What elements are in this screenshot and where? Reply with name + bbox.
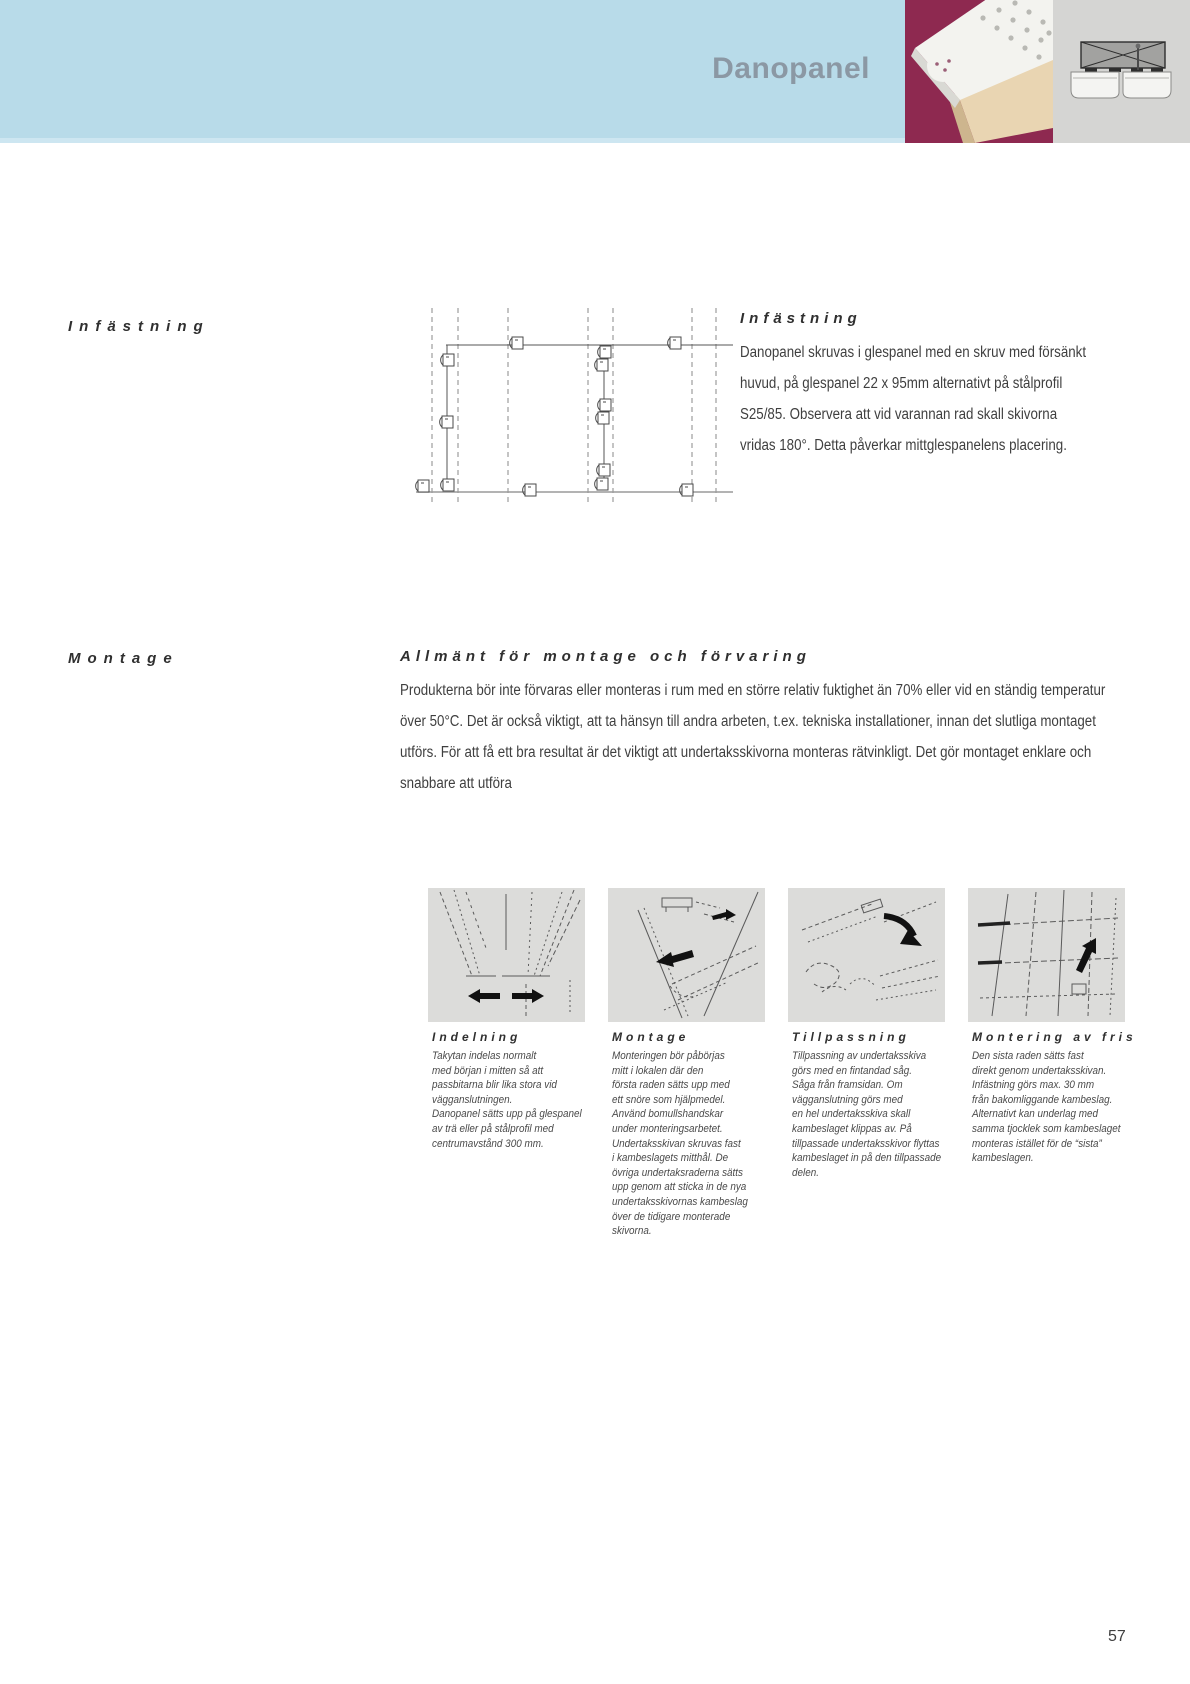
montage-heading: Allmänt för montage och förvaring [400,648,811,665]
figure-title: Montering av fris [972,1030,1137,1044]
figure-caption-text [972,1049,1125,1166]
text-line: upp genom att sticka in de nya [612,1181,747,1194]
infastning-text-column [740,310,1140,461]
section-label-infastning: Infästning [68,318,210,335]
figure-caption-tillpassning [792,1030,962,1180]
montage-paragraph [400,675,1106,799]
figure-caption-text [432,1049,585,1151]
text-line: kambeslaget in på den tillpassade [792,1152,942,1165]
text-line: kambeslaget klippas av. På [792,1122,912,1135]
fastening-diagram [398,288,733,510]
figure-box-indelning [428,888,585,1022]
header-photo-block [905,0,1053,143]
figure-caption-text [792,1049,945,1180]
text-line: en hel undertaksskiva skall [792,1108,911,1121]
figure-box-tillpassning [788,888,945,1022]
panel-mounting-sketch [608,888,765,1022]
text-line: Såga från framsidan. Om [792,1079,903,1092]
infastning-heading: Infästning [740,310,862,327]
text-line: Använd bomullshandskar [612,1108,724,1121]
text-line: delen. [792,1166,819,1179]
page-title: Danopanel [712,52,870,85]
header-blue-band [0,0,905,143]
text-line: under monteringsarbetet. [612,1122,723,1135]
figure-caption-indelning [432,1030,602,1151]
infastning-paragraph [740,337,1087,461]
text-line: huvud, på glespanel 22 x 95mm alternativt på stålprofil [740,375,1063,392]
text-line: ett snöre som hjälpmedel. [612,1093,726,1106]
text-line: samma tjocklek som kambeslaget [972,1122,1121,1135]
text-line: tillpassade undertaksskivor flyttas [792,1137,940,1150]
text-line: med början i mitten så att [432,1064,544,1077]
page-header [0,0,1190,143]
text-line: Danopanel sätts upp på glespanel [432,1108,582,1121]
text-line: Undertaksskivan skruvas fast [612,1137,741,1150]
section-label-montage: Montage [68,650,179,667]
text-line: mitt i lokalen där den [612,1064,704,1077]
fastening-plan-drawing [398,288,733,510]
text-line: monteras istället för de “sista” [972,1137,1102,1150]
text-line: över 50°C. Det är också viktigt, att ta hänsyn till andra arbeten, t.ex. tekniska installationer, innan det slutliga montaget [400,713,1096,730]
figure-title: Indelning [432,1030,522,1044]
text-line: Danopanel skruvas i glespanel med en skruv med försänkt [740,344,1087,361]
text-line: Monteringen bör påbörjas [612,1050,725,1062]
text-line: görs med en fintandad såg. [792,1064,912,1077]
text-line: vägganslutning görs med [792,1093,903,1106]
header-band-edge [0,138,905,143]
text-line: vägganslutningen. [432,1093,513,1106]
text-line: första raden sätts upp med [612,1079,730,1092]
text-line: S25/85. Observera att vid varannan rad skall skivorna [740,406,1058,423]
text-line: snabbare att utföra [400,775,512,792]
text-line: av trä eller på stålprofil med [432,1122,554,1135]
text-line: Produkterna bör inte förvaras eller monteras i rum med en större relativ fuktighet än 70% eller vid en ständig temperatur [400,682,1106,699]
text-line: i kambeslagets mitthål. De [612,1152,729,1165]
frieze-row-mounting-sketch [968,888,1125,1022]
figure-box-montage [608,888,765,1022]
ceiling-division-sketch [428,888,585,1022]
text-line: utförs. För att få ett bra resultat är det viktigt att undertaksskivorna monteras rätvinkligt. Det gör montaget enklare och [400,744,1092,761]
text-line: vridas 180°. Detta påverkar mittglespanelens placering. [740,437,1067,454]
text-line: övriga undertaksraderna sätts [612,1166,743,1179]
text-line: Infästning görs max. 30 mm [972,1079,1095,1092]
figure-box-montering-av-fris [968,888,1125,1022]
figure-title: Montage [612,1030,690,1044]
page-number: 57 [1108,1628,1126,1645]
figure-caption-montering-av-fris [972,1030,1142,1166]
text-line: Den sista raden sätts fast [972,1050,1084,1062]
text-line: över de tidigare monterade [612,1210,731,1223]
text-line: direkt genom undertaksskivan. [972,1064,1107,1077]
header-icon-block [1053,0,1190,143]
figure-caption-montage [612,1030,782,1239]
text-line: skivorna. [612,1225,652,1238]
text-line: från bakomliggande kambeslag. [972,1093,1113,1106]
text-line: Tillpassning av undertaksskiva [792,1050,927,1062]
text-line: kambeslagen. [972,1152,1034,1165]
text-line: Takytan indelas normalt [432,1050,537,1062]
text-line: passbitarna blir lika stora vid [432,1079,557,1092]
text-line: undertaksskivornas kambeslag [612,1195,748,1208]
perforated-panel-photo [905,0,1053,143]
text-line: centrumavstånd 300 mm. [432,1137,544,1150]
figure-caption-text [612,1049,765,1239]
panel-joint-cross-section-icon [1053,0,1190,143]
panel-cutting-sketch [788,888,945,1022]
montage-text-column [400,648,1190,799]
figure-title: Tillpassning [792,1030,910,1044]
text-line: Alternativt kan underlag med [972,1108,1099,1121]
